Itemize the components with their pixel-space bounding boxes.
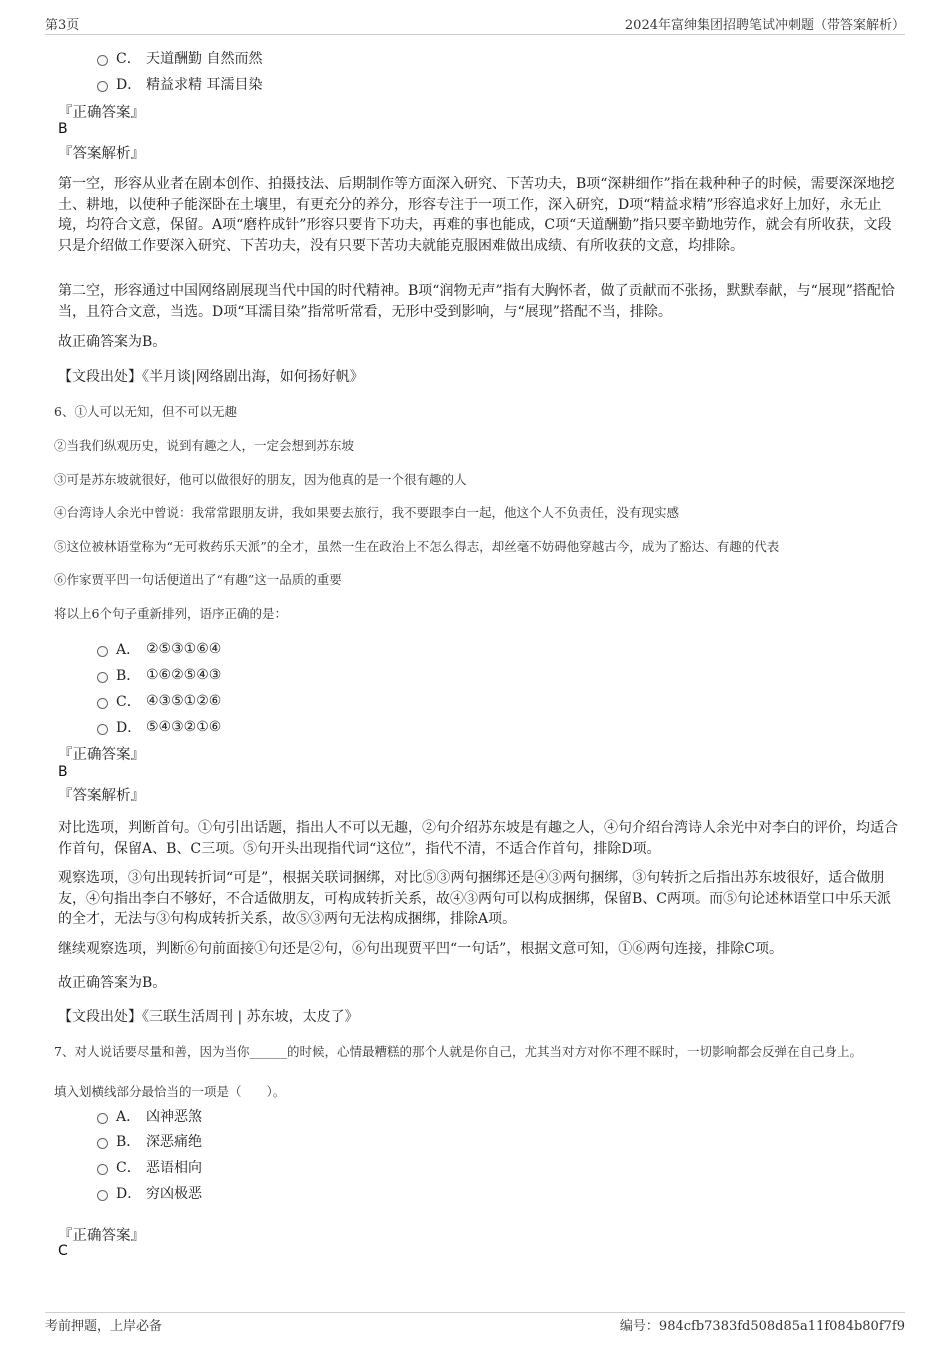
- q7-option-a[interactable]: A． 凶神恶煞: [97, 1106, 202, 1126]
- q6-analysis-p1: 对比选项，判断首句。①句引出话题，指出人不可以无趣，②句介绍苏东坡是有趣之人，④句介绍台湾诗人余光中对李白的评价，均适合作首句，保留A、B、C三项。⑤句开头出现指代词“这位”，指代不清，不适合作首句，排除D项。: [58, 820, 898, 857]
- q6-conclusion: 故正确答案为B。: [58, 975, 167, 991]
- page-header: [45, 14, 905, 35]
- q7-option-b[interactable]: B． 深恶痛绝: [97, 1131, 202, 1151]
- q6-sentence-3: ③可是苏东坡就很好，他可以做很好的朋友，因为他真的是一个很有趣的人: [54, 472, 467, 487]
- q5-analysis-label: 『答案解析』: [58, 146, 145, 162]
- radio-icon[interactable]: [97, 81, 108, 92]
- q6-prompt: 将以上6个句子重新排列，语序正确的是：: [54, 606, 287, 621]
- q6-answer: B: [58, 764, 68, 780]
- q6-analysis-label: 『答案解析』: [58, 788, 145, 804]
- q6-sentence-4: ④台湾诗人余光中曾说：我常常跟朋友讲，我如果要去旅行，我不要跟李白一起，他这个人不负责任，没有现实感: [54, 505, 680, 520]
- q6-option-b[interactable]: B． ①⑥②⑤④③: [97, 665, 221, 685]
- q5-analysis-p1: 第一空，形容从业者在剧本创作、拍摄技法、后期制作等方面深入研究、下苦功夫，B项“深耕细作”指在栽种种子的时候，需要深深地挖土、耕地，以使种子能深卧在土壤里，有更充分的养分，形容专注于一项工作，深入研究，D项“精益求精”形容追求好上加好，永无止境，均符合文意，保留。A项“磨杵成针”形容只要肯下功夫，再难的事也能成，C项“天道酬勤”指只要辛勤地劳作，就会有所收获，文段只是介绍做工作要深入研究、下苦功夫，没有只要下苦功夫就能克服困难做出成绩、有所收获的文意，均排除。: [58, 176, 895, 254]
- q5-source: 【文段出处】《半月谈|网络剧出海，如何扬好帆》: [58, 369, 364, 385]
- radio-icon[interactable]: [97, 1164, 108, 1175]
- radio-icon[interactable]: [97, 55, 108, 66]
- radio-icon[interactable]: [97, 1190, 108, 1201]
- q6-stem: 6、①人可以无知，但不可以无趣: [54, 404, 237, 419]
- q6-option-c[interactable]: C． ④③⑤①②⑥: [97, 691, 221, 711]
- document-id: 编号：984cfb7383fd508d85a11f084b80f7f9: [619, 1319, 905, 1334]
- radio-icon[interactable]: [97, 672, 108, 683]
- radio-icon[interactable]: [97, 724, 108, 735]
- radio-icon[interactable]: [97, 698, 108, 709]
- page-number: 第3页: [45, 18, 80, 33]
- q7-option-d[interactable]: D． 穷凶极恶: [97, 1183, 202, 1203]
- q5-answer: B: [58, 121, 68, 137]
- q7-prompt: 填入划横线部分最恰当的一项是（ ）。: [54, 1084, 286, 1099]
- q6-analysis-p3: 继续观察选项，判断⑥句前面接①句还是②句，⑥句出现贾平凹“一句话”，根据文意可知，①⑥两句连接，排除C项。: [58, 941, 784, 957]
- q6-analysis-p2: 观察选项，③句出现转折词“可是”，根据关联词捆绑，对比⑤③两句捆绑还是④③两句捆绑，③句转折之后指出苏东坡很好，适合做朋友，④句指出李白不够好，不合适做朋友，可构成转折关系，故④③两句可以构成捆绑，保留B、C两项。而⑤句论述林语堂口中乐天派的全才，无法与③句构成转折关系，故⑤③两句无法构成捆绑，排除A项。: [58, 870, 891, 927]
- radio-icon[interactable]: [97, 1138, 108, 1149]
- page-footer: [45, 1312, 905, 1335]
- q7-stem: 7、对人说话要尽量和善，因为当你______的时候，心情最糟糕的那个人就是你自己，尤其当对方对你不理不睬时，一切影响都会反弹在自己身上。: [54, 1044, 862, 1059]
- q6-sentence-2: ②当我们纵观历史，说到有趣之人，一定会想到苏东坡: [54, 438, 355, 453]
- q6-sentence-6: ⑥作家贾平凹一句话便道出了“有趣”这一品质的重要: [54, 572, 342, 587]
- q5-option-d[interactable]: D． 精益求精 耳濡目染: [97, 74, 262, 94]
- q6-answer-label: 『正确答案』: [58, 747, 145, 763]
- q6-source: 【文段出处】《三联生活周刊 | 苏东坡，太皮了》: [58, 1009, 359, 1025]
- q7-answer: C: [58, 1243, 68, 1259]
- radio-icon[interactable]: [97, 646, 108, 657]
- q6-sentence-5: ⑤这位被林语堂称为“无可救药乐天派”的全才，虽然一生在政治上不怎么得志，却丝毫不妨碍他穿越古今，成为了豁达、有趣的代表: [54, 539, 780, 554]
- q5-analysis-p2: 第二空，形容通过中国网络剧展现当代中国的时代精神。B项“润物无声”指有大胸怀者，做了贡献而不张扬，默默奉献，与“展现”搭配恰当，且符合文意，当选。D项“耳濡目染”指常听常看，无形中受到影响，与“展现”搭配不当，排除。: [58, 283, 895, 320]
- q5-option-c[interactable]: C． 天道酬勤 自然而然: [97, 48, 262, 68]
- q6-option-d[interactable]: D． ⑤④③②①⑥: [97, 717, 221, 737]
- q6-option-a[interactable]: A． ②⑤③①⑥④: [97, 639, 221, 659]
- document-title: 2024年富绅集团招聘笔试冲刺题（带答案解析）: [624, 18, 905, 33]
- q7-option-c[interactable]: C． 恶语相向: [97, 1157, 202, 1177]
- q5-answer-label: 『正确答案』: [58, 105, 145, 121]
- q7-answer-label: 『正确答案』: [58, 1228, 145, 1244]
- footer-slogan: 考前押题，上岸必备: [45, 1319, 163, 1334]
- radio-icon[interactable]: [97, 1113, 108, 1124]
- q5-conclusion: 故正确答案为B。: [58, 334, 167, 350]
